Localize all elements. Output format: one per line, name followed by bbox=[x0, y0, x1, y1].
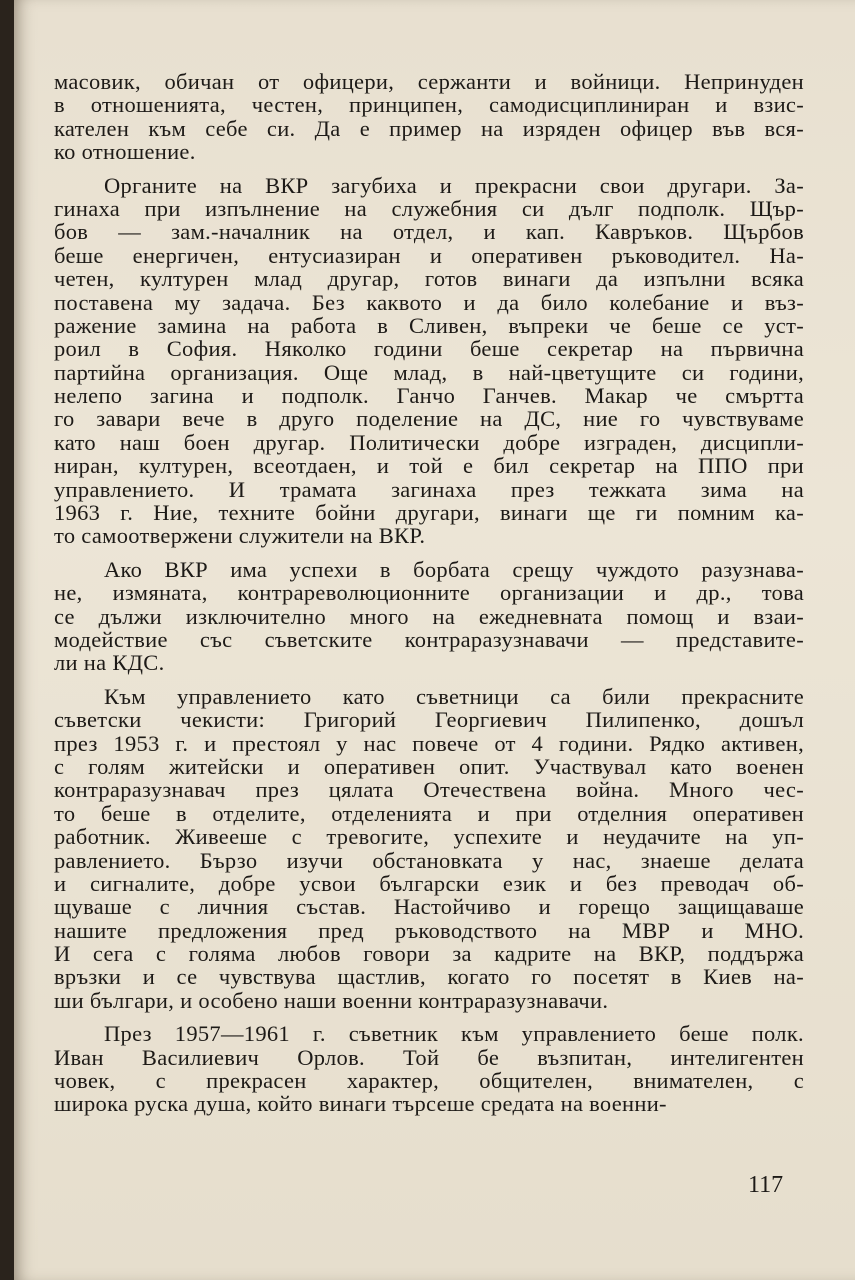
text-line: беше енергичен, ентусиазиран и оперативен ръководител. На- bbox=[54, 242, 804, 268]
text-line: връзки и се чувствува щастлив, когато го посетят в Киев на- bbox=[54, 964, 804, 990]
book-page bbox=[14, 0, 855, 1280]
text-line: четен, културен млад другар, готов винаги да изпълни всяка bbox=[54, 266, 804, 292]
text-line: ли на КДС. bbox=[54, 650, 165, 676]
paragraph bbox=[54, 70, 804, 164]
text-line: партийна организация. Още млад, в най-цветущите си години, bbox=[54, 359, 804, 385]
paragraph bbox=[54, 685, 804, 1012]
text-line: широка руска душа, който винаги търсеше средата на военни- bbox=[54, 1091, 667, 1117]
text-line: щуваше с личния състав. Настойчиво и горещо защищаваше bbox=[54, 894, 804, 920]
text-line: го завари вече в друго поделение на ДС, ние го чувствуваме bbox=[54, 406, 804, 432]
text-line: и сигналите, добре усвои български език и без преводач об- bbox=[54, 870, 804, 896]
text-line: гинаха при изпълнение на служебния си дълг подполк. Щър- bbox=[54, 195, 804, 221]
text-line: Органите на ВКР загубиха и прекрасни свои другари. За- bbox=[104, 172, 804, 198]
text-line: ражение замина на работа в Сливен, въпреки че беше се уст- bbox=[54, 312, 804, 338]
text-line: нашите предложения пред ръководството на МВР и МНО. bbox=[54, 917, 804, 943]
text-line: не, измяната, контрареволюционните организации и др., това bbox=[54, 580, 804, 606]
text-line: то беше в отделите, отделенията и при отделния оперативен bbox=[54, 800, 804, 826]
text-line: И сега с голяма любов говори за кадрите на ВКР, поддържа bbox=[54, 941, 804, 967]
paragraph bbox=[54, 558, 804, 675]
text-line: се дължи изключително много на ежедневната помощ и взаи- bbox=[54, 603, 804, 629]
text-line: съветски чекисти: Григорий Георгиевич Пилипенко, дошъл bbox=[54, 707, 804, 733]
text-line: Към управлението като съветници са били прекрасните bbox=[104, 683, 804, 709]
text-line: с голям житейски и оперативен опит. Участвувал като военен bbox=[54, 753, 804, 779]
text-line: равлението. Бързо изучи обстановката у нас, знаеше делата bbox=[54, 847, 804, 873]
text-line: 1963 г. Ние, техните бойни другари, винаги ще ги помним ка- bbox=[54, 500, 804, 526]
text-line: ниран, културен, всеотдаен, и той е бил секретар на ППО при bbox=[54, 453, 804, 479]
text-line: ко отношение. bbox=[54, 139, 196, 165]
text-line: контраразузнавач през цялата Отечествена война. Много чес- bbox=[54, 777, 804, 803]
text-line: човек, с прекрасен характер, общителен, внимателен, с bbox=[54, 1068, 804, 1094]
paragraph bbox=[54, 174, 804, 548]
text-line: бов — зам.-началник на отдел, и кап. Кавръков. Щърбов bbox=[54, 219, 804, 245]
text-line: ши българи, и особено наши военни контраразузнавачи. bbox=[54, 987, 609, 1013]
text-line: роил в София. Няколко години беше секретар на първична bbox=[54, 336, 804, 362]
body-text bbox=[54, 70, 804, 1116]
text-line: работник. Живееше с тревогите, успехите и неудачите на уп- bbox=[54, 824, 804, 850]
text-line: в отношенията, честен, принципен, самодисциплиниран и взис- bbox=[54, 92, 804, 118]
text-line: нелепо загина и подполк. Ганчо Ганчев. Макар че смъртта bbox=[54, 383, 804, 409]
text-line: Ако ВКР има успехи в борбата срещу чуждото разузнава- bbox=[104, 556, 804, 582]
text-line: през 1953 г. и престоял у нас повече от 4 години. Рядко активен, bbox=[54, 730, 804, 756]
text-line: управлението. И трамата загинаха през тежката зима на bbox=[54, 476, 804, 502]
text-line: като наш боен другар. Политически добре изграден, дисципли- bbox=[54, 429, 804, 455]
text-line: Иван Василиевич Орлов. Той бе възпитан, интелигентен bbox=[54, 1044, 804, 1070]
text-line: поставена му задача. Без каквото и да било колебание и въз- bbox=[54, 289, 804, 315]
text-line: масовик, обичан от офицери, сержанти и войници. Непринуден bbox=[54, 69, 804, 94]
text-line: модействие със съветските контраразузнавачи — представите- bbox=[54, 626, 804, 652]
page-number: 117 bbox=[748, 1172, 784, 1198]
text-line: През 1957—1961 г. съветник към управлението беше полк. bbox=[104, 1021, 804, 1047]
text-line: кателен към себе си. Да е пример на изряден офицер във вся- bbox=[54, 115, 804, 141]
text-line: то самоотвержени служители на ВКР. bbox=[54, 523, 426, 549]
paragraph bbox=[54, 1022, 804, 1116]
